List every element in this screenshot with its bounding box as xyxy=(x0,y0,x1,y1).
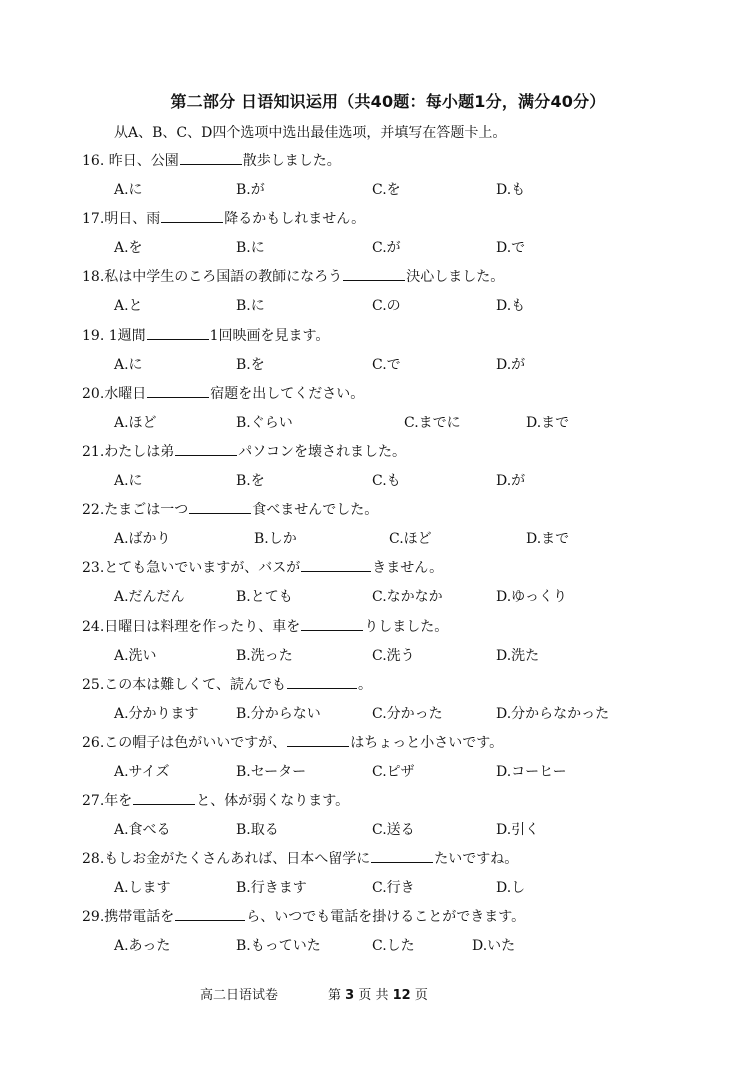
question-stem xyxy=(82,789,349,813)
option-d: D.いた xyxy=(472,938,516,955)
option-c: C.も xyxy=(372,472,401,489)
option-c: C.で xyxy=(372,356,401,373)
option-c: C.ピザ xyxy=(372,763,415,780)
answer-blank xyxy=(147,383,209,398)
stem-text-after: ら、いつでも電話を掛けることができます。 xyxy=(246,909,526,926)
option-b: B.を xyxy=(236,356,265,373)
question-stem xyxy=(82,615,448,639)
option-a: A.ばかり xyxy=(114,531,171,548)
question-item xyxy=(82,556,682,614)
option-row xyxy=(114,469,674,493)
answer-blank xyxy=(301,557,371,572)
option-c: C.までに xyxy=(404,414,461,431)
option-row xyxy=(114,934,674,958)
option-b: B.が xyxy=(236,182,265,198)
question-stem xyxy=(82,847,518,871)
stem-text-after: 決心しました。 xyxy=(406,269,505,286)
question-item xyxy=(82,265,682,323)
answer-blank xyxy=(147,325,209,340)
question-stem xyxy=(82,382,364,406)
stem-text-after: 宿題を出してください。 xyxy=(210,385,365,402)
option-d: D.が xyxy=(496,356,526,373)
question-stem xyxy=(82,731,503,755)
question-item xyxy=(82,615,682,673)
option-row xyxy=(114,585,674,609)
option-row xyxy=(114,818,674,842)
stem-text-before: 21.わたしは弟 xyxy=(82,443,175,460)
option-row xyxy=(114,178,674,202)
option-a: A.食べる xyxy=(114,822,171,839)
question-stem xyxy=(82,498,378,522)
option-row xyxy=(114,876,674,900)
answer-blank xyxy=(287,732,349,747)
option-row xyxy=(114,702,674,726)
page-prefix: 第 xyxy=(328,988,342,1003)
option-d: D.が xyxy=(496,472,526,489)
stem-text-before: 29.携帯電話を xyxy=(82,909,175,926)
stem-text-after: と、体が弱くなります。 xyxy=(196,793,350,810)
option-c: C.を xyxy=(372,182,401,198)
section-title: 第二部分 日语知识运用（共40题：每小题1分，满分40分） xyxy=(170,92,606,111)
option-c: C.の xyxy=(372,298,401,315)
stem-text-before: 28.もしお金がたくさんあれば、日本へ留学に xyxy=(82,851,371,868)
page-number xyxy=(328,984,428,1003)
section-instruction: 从A、B、C、D四个选项中选出最佳选项，并填写在答题卡上。 xyxy=(114,125,507,141)
question-item xyxy=(82,440,682,498)
stem-text-before: 20.水曜日 xyxy=(82,385,147,402)
option-b: B.セーター xyxy=(236,763,307,780)
question-item xyxy=(82,207,682,265)
stem-text-after: 1回映画を見ます。 xyxy=(209,327,330,344)
option-row xyxy=(114,760,674,784)
option-a: A.に xyxy=(114,356,143,373)
stem-text-before: 25.この本は難しくて、読んでも xyxy=(82,676,286,693)
question-stem xyxy=(82,207,365,231)
option-b: B.しか xyxy=(254,531,297,548)
option-d: D.洗た xyxy=(496,647,540,664)
option-b: B.とても xyxy=(236,589,293,606)
option-c: C.した xyxy=(372,938,415,955)
option-row xyxy=(114,353,674,377)
stem-text-after: 。 xyxy=(357,676,372,693)
option-row xyxy=(114,294,674,318)
answer-blank xyxy=(175,441,237,456)
page-mid: 页 共 xyxy=(358,988,389,1003)
option-c: C.ほど xyxy=(389,531,432,548)
option-row xyxy=(114,527,674,551)
question-item xyxy=(82,731,682,789)
option-b: B.を xyxy=(236,472,265,489)
stem-text-before: 17.明日、雨 xyxy=(82,211,161,228)
answer-blank xyxy=(180,150,242,165)
page-suffix: 页 xyxy=(414,988,428,1003)
question-list xyxy=(82,149,682,964)
stem-text-before: 27.年を xyxy=(82,793,133,810)
option-b: B.もっていた xyxy=(236,938,321,955)
question-item xyxy=(82,905,682,963)
option-a: A.と xyxy=(114,298,143,315)
question-item xyxy=(82,673,682,731)
stem-text-after: 降るかもしれません。 xyxy=(224,211,366,228)
question-stem xyxy=(82,673,372,697)
option-d: D.で xyxy=(496,240,526,257)
current-page: 3 xyxy=(345,988,355,1003)
option-a: A.あった xyxy=(114,938,171,955)
stem-text-before: 19. 1週間 xyxy=(82,327,146,344)
stem-text-before: 23.とても急いでいますが、バスが xyxy=(82,560,301,577)
option-b: B.に xyxy=(236,240,265,257)
option-c: C.分かった xyxy=(372,705,443,722)
stem-text-after: きません。 xyxy=(372,560,444,577)
option-d: D.分からなかった xyxy=(496,705,610,722)
stem-text-after: たいですね。 xyxy=(434,851,519,868)
question-stem xyxy=(82,324,329,348)
option-row xyxy=(114,644,674,668)
option-a: A.に xyxy=(114,182,143,198)
option-a: A.に xyxy=(114,472,143,489)
exam-name: 高二日语试卷 xyxy=(200,988,279,1003)
option-d: D.まで xyxy=(526,531,570,548)
answer-blank xyxy=(175,906,245,921)
answer-blank xyxy=(343,266,405,281)
option-c: C.なかなか xyxy=(372,589,443,606)
option-a: A.だんだん xyxy=(114,589,185,606)
option-row xyxy=(114,411,674,435)
option-d: D.引く xyxy=(496,822,540,839)
option-a: A.を xyxy=(114,240,143,257)
option-d: D.まで xyxy=(526,414,570,431)
answer-blank xyxy=(161,208,223,223)
option-d: D.し xyxy=(496,880,526,897)
question-item xyxy=(82,498,682,556)
question-item xyxy=(82,324,682,382)
option-row xyxy=(114,236,674,260)
question-item xyxy=(82,149,682,207)
stem-text-before: 22.たまごは一つ xyxy=(82,502,189,519)
question-stem xyxy=(82,905,525,929)
option-a: A.します xyxy=(114,880,171,897)
question-item xyxy=(82,382,682,440)
option-b: B.に xyxy=(236,298,265,315)
question-stem xyxy=(82,440,406,464)
option-d: D.も xyxy=(496,298,526,315)
stem-text-before: 16. 昨日、公園 xyxy=(82,153,179,169)
option-c: C.が xyxy=(372,240,401,257)
option-a: A.サイズ xyxy=(114,763,170,780)
answer-blank xyxy=(189,499,251,514)
option-c: C.行き xyxy=(372,880,415,897)
option-b: B.ぐらい xyxy=(236,414,293,431)
answer-blank xyxy=(133,790,195,805)
total-pages: 12 xyxy=(392,988,411,1003)
stem-text-before: 26.この帽子は色がいいですが、 xyxy=(82,734,287,751)
option-c: C.送る xyxy=(372,822,415,839)
option-d: D.コーヒー xyxy=(496,763,567,780)
option-d: D.ゆっくり xyxy=(496,589,568,606)
option-a: A.分かります xyxy=(114,705,199,722)
answer-blank xyxy=(287,674,357,689)
answer-blank xyxy=(371,848,433,863)
option-c: C.洗う xyxy=(372,647,415,664)
stem-text-before: 18.私は中学生のころ国語の教師になろう xyxy=(82,269,343,286)
option-a: A.ほど xyxy=(114,414,157,431)
stem-text-after: パソコンを壊されました。 xyxy=(238,443,406,460)
answer-blank xyxy=(301,616,363,631)
stem-text-before: 24.日曜日は料理を作ったり、車を xyxy=(82,618,301,635)
question-stem xyxy=(82,265,504,289)
stem-text-after: りしました。 xyxy=(364,618,449,635)
question-stem xyxy=(82,556,443,580)
option-b: B.行きます xyxy=(236,880,307,897)
question-item xyxy=(82,847,682,905)
option-b: B.分からない xyxy=(236,705,321,722)
option-b: B.洗った xyxy=(236,647,293,664)
stem-text-after: 食べませんでした。 xyxy=(252,502,379,519)
stem-text-after: 散歩しました。 xyxy=(242,153,341,169)
option-d: D.も xyxy=(496,182,526,198)
stem-text-after: はちょっと小さいです。 xyxy=(350,734,504,751)
option-a: A.洗い xyxy=(114,647,157,664)
question-stem xyxy=(82,149,341,173)
question-item xyxy=(82,789,682,847)
option-b: B.取る xyxy=(236,822,279,839)
